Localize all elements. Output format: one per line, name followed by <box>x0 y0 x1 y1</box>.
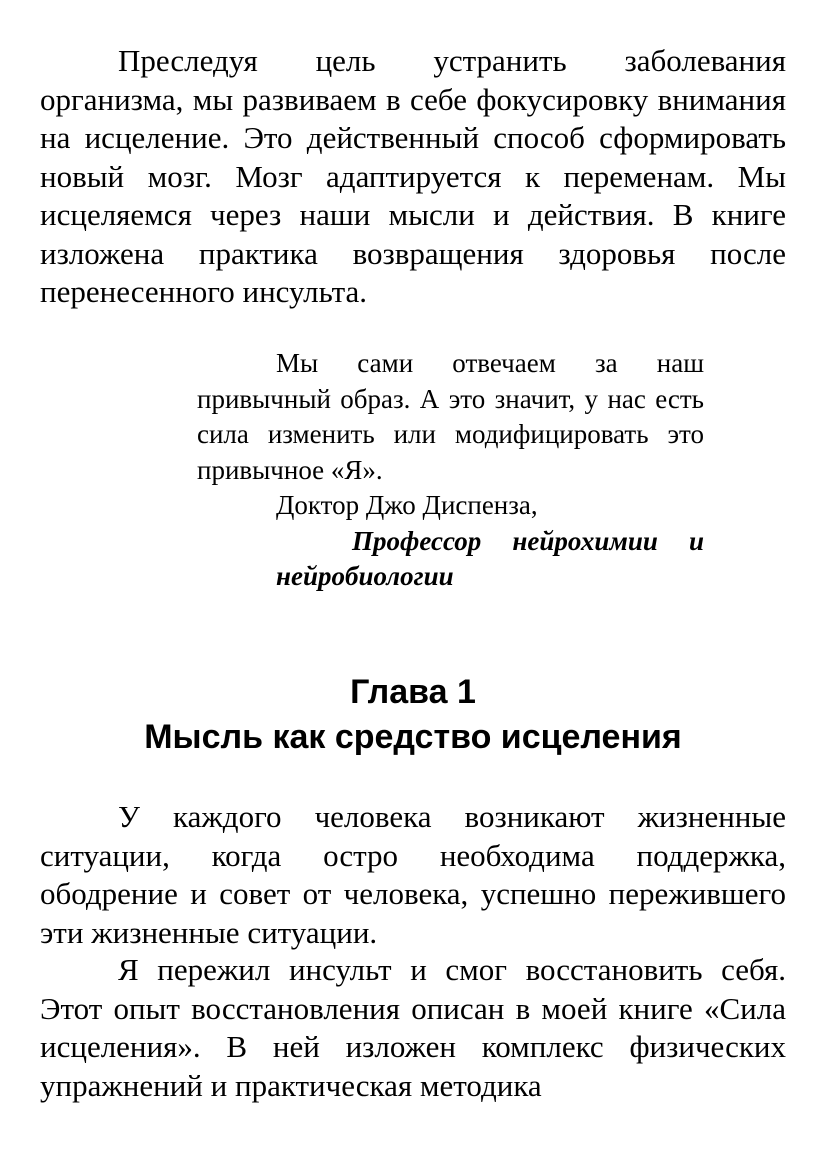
chapter-number: Глава 1 <box>350 673 476 711</box>
epigraph-author: Доктор Джо Диспенза, <box>276 490 538 520</box>
epigraph-author-title: Профессор нейрохимии и нейробиологии <box>276 525 704 591</box>
chapter-title: Мысль как средство исцеления <box>144 718 682 756</box>
chapter-heading <box>40 670 786 760</box>
epigraph <box>197 346 704 595</box>
intro-paragraph: Преследуя цель устранить заболевания организма, мы развиваем в себе фокусировку внимания на исцеление. Это действенный способ сформировать новый мозг. Мозг адаптируется к переменам. Мы исцеляемся через наши мысли и действия. В книге изложена практика возвращения здоровья после перенесенного инсульта. <box>40 43 786 309</box>
body-paragraph: Я пережил инсульт и смог восстановить себя. Этот опыт восстановления описан в моей книге «Сила исцеления». В ней изложен комплекс физических упражнений и практическая методика <box>40 952 786 1103</box>
body-paragraph: У каждого человека возникают жизненные ситуации, когда остро необходима поддержка, ободрение и совет от человека, успешно пережившего эти жизненные ситуации. <box>40 799 786 950</box>
epigraph-quote: Мы сами отвечаем за наш привычный образ. А это значит, у нас есть сила изменить или модифицировать это привычное «Я». <box>197 348 704 485</box>
